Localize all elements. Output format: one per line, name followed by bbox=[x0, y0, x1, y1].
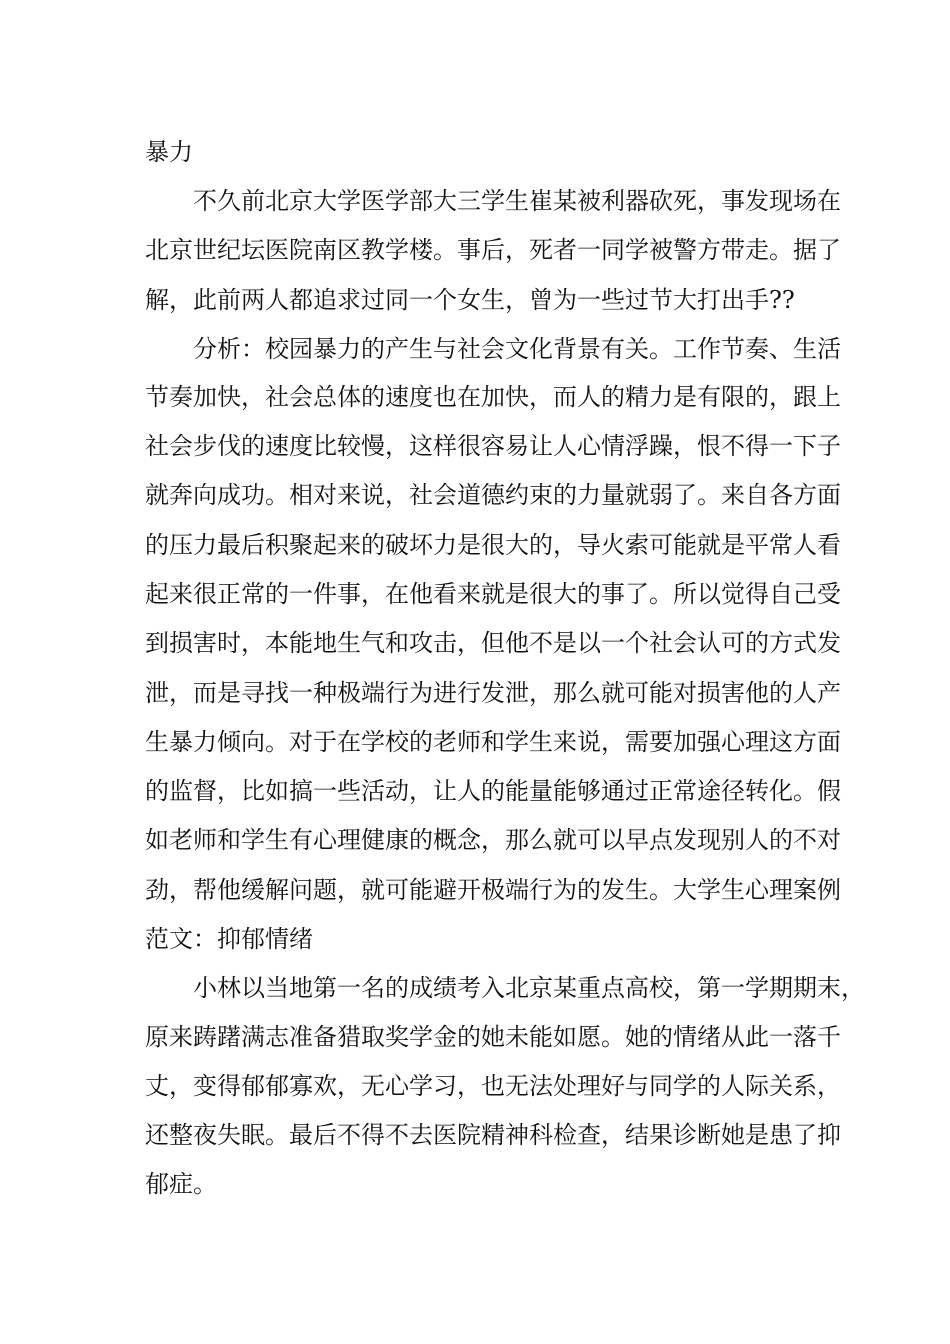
text-line-4: 解，此前两人都追求过同一个女生，曾为一些过节大打出手?? bbox=[145, 286, 795, 314]
text-line-16: 劲，帮他缓解问题，就可能避开极端行为的发生。大学生心理案例 bbox=[145, 876, 841, 904]
text-line-3: 北京世纪坛医院南区教学楼。事后，死者一同学被警方带走。据了 bbox=[145, 236, 841, 264]
text-line-1: 暴力 bbox=[145, 138, 193, 166]
text-line-21: 还整夜失眠。最后不得不去医院精神科检查，结果诊断她是患了抑 bbox=[145, 1121, 841, 1149]
text-line-2: 不久前北京大学医学部大三学生崔某被利器砍死，事发现场在 bbox=[193, 187, 841, 215]
text-line-11: 到损害时，本能地生气和攻击，但他不是以一个社会认可的方式发 bbox=[145, 629, 841, 657]
text-line-22: 郁症。 bbox=[145, 1170, 217, 1198]
text-line-17: 范文：抑郁情绪 bbox=[145, 925, 313, 953]
text-line-7: 社会步伐的速度比较慢，这样很容易让人心情浮躁，恨不得一下子 bbox=[145, 432, 841, 460]
text-line-14: 的监督，比如搞一些活动，让人的能量能够通过正常途径转化。假 bbox=[145, 777, 841, 805]
text-line-6: 节奏加快，社会总体的速度也在加快，而人的精力是有限的，跟上 bbox=[145, 383, 841, 411]
text-line-8: 就奔向成功。相对来说，社会道德约束的力量就弱了。来自各方面 bbox=[145, 481, 841, 509]
text-line-15: 如老师和学生有心理健康的概念，那么就可以早点发现别人的不对 bbox=[145, 826, 841, 854]
text-line-10: 起来很正常的一件事，在他看来就是很大的事了。所以觉得自己受 bbox=[145, 580, 841, 608]
text-line-20: 丈，变得郁郁寡欢，无心学习，也无法处理好与同学的人际关系， bbox=[145, 1072, 841, 1100]
text-line-19: 原来踌躇满志准备猎取奖学金的她未能如愿。她的情绪从此一落千 bbox=[145, 1023, 841, 1051]
text-line-18: 小林以当地第一名的成绩考入北京某重点高校，第一学期期末， bbox=[193, 974, 865, 1002]
text-line-13: 生暴力倾向。对于在学校的老师和学生来说，需要加强心理这方面 bbox=[145, 728, 841, 756]
text-line-12: 泄，而是寻找一种极端行为进行发泄，那么就可能对损害他的人产 bbox=[145, 679, 841, 707]
text-line-9: 的压力最后积聚起来的破坏力是很大的，导火索可能就是平常人看 bbox=[145, 531, 841, 559]
text-line-5: 分析：校园暴力的产生与社会文化背景有关。工作节奏、生活 bbox=[193, 335, 841, 363]
